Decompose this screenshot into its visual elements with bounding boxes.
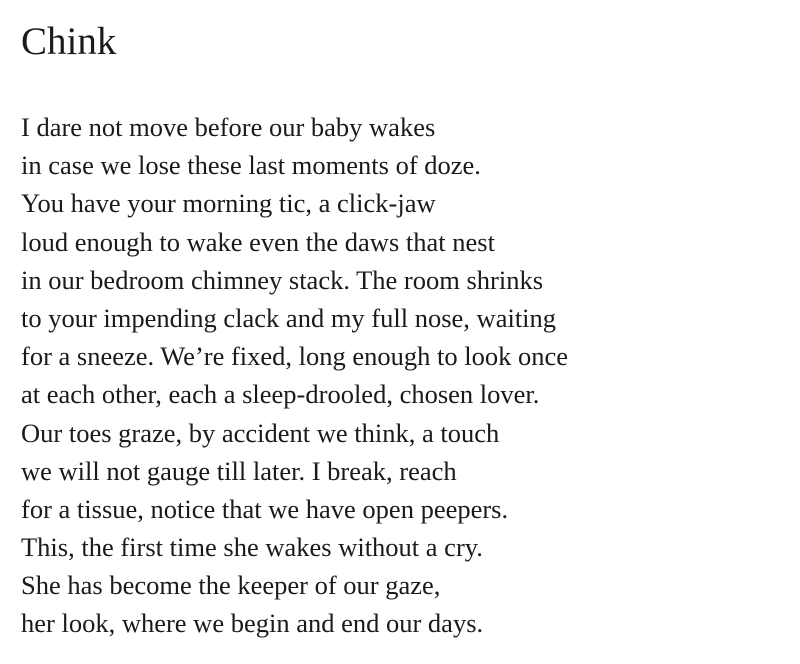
poem-line: for a sneeze. We’re fixed, long enough to look once: [21, 341, 569, 372]
poem-line: her look, where we begin and end our days.: [21, 608, 484, 639]
poem-line: Our toes graze, by accident we think, a touch: [21, 417, 500, 448]
poem-body: [21, 108, 568, 643]
poem-line: at each other, each a sleep-drooled, chosen lover.: [21, 379, 540, 410]
poem-line: She has become the keeper of our gaze,: [21, 570, 441, 601]
poem-line: in case we lose these last moments of doze.: [21, 150, 481, 181]
poem-line: to your impending clack and my full nose, waiting: [21, 302, 557, 333]
poem-line: we will not gauge till later. I break, reach: [21, 455, 457, 486]
poem-line: This, the first time she wakes without a cry.: [21, 532, 483, 563]
poem-line: I dare not move before our baby wakes: [21, 112, 436, 142]
poem-title: Chink: [21, 20, 117, 63]
poem-line: for a tissue, notice that we have open peepers.: [21, 493, 509, 524]
poem-line: in our bedroom chimney stack. The room shrinks: [21, 264, 544, 295]
poem-line: loud enough to wake even the daws that nest: [21, 226, 495, 257]
poem-line: You have your morning tic, a click-jaw: [21, 188, 436, 219]
